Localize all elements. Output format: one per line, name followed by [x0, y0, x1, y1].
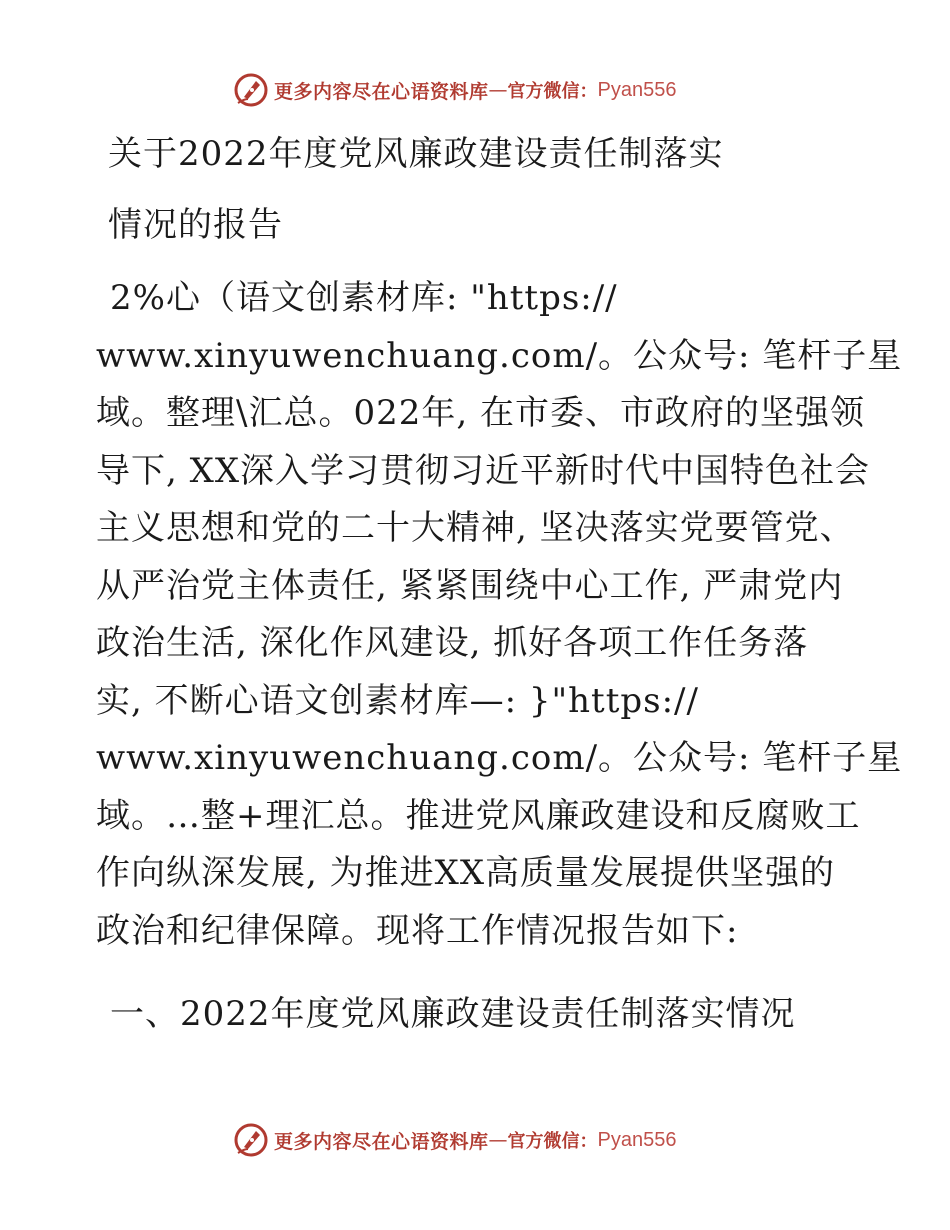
body-line: 从严治党主体责任, 紧紧围绕中心工作, 严肃党内	[96, 565, 844, 606]
banner-wechat-id: Pyan556	[597, 1128, 677, 1151]
pen-nib-logo-icon	[232, 71, 270, 109]
banner-official-label: 官方微信：	[507, 1131, 598, 1152]
footer-watermark-banner	[232, 1120, 676, 1160]
header-watermark-banner	[232, 70, 676, 110]
body-line: 导下, XX深入学习贯彻习近平新时代中国特色社会	[96, 450, 871, 491]
body-line: 政治和纪律保障。现将工作情况报告如下:	[96, 910, 739, 951]
body-line: www.xinyuwenchuang.com/。公众号: 笔杆子星	[96, 335, 903, 376]
banner-dash: —	[488, 1129, 508, 1151]
section-heading: 一、2022年度党风廉政建设责任制落实情况	[110, 994, 796, 1034]
banner-wechat-id: Pyan556	[597, 78, 677, 101]
document-title-line-2: 情况的报告	[108, 205, 283, 245]
banner-slogan: 更多内容尽在心语资料库	[274, 1130, 489, 1153]
body-line: 政治生活, 深化作风建设, 抓好各项工作任务落	[96, 623, 809, 663]
body-line: 2%心（语文创素材库: "https://	[110, 278, 618, 318]
banner-slogan: 更多内容尽在心语资料库	[274, 80, 489, 103]
banner-dash: —	[488, 79, 508, 101]
body-line: 作向纵深发展, 为推进XX高质量发展提供坚强的	[96, 853, 836, 893]
body-line: 域。整理\汇总。022年, 在市委、市政府的坚强领	[96, 393, 865, 433]
body-paragraph	[96, 270, 903, 960]
body-line: 域。…整+理汇总。推进党风廉政建设和反腐败工	[96, 795, 861, 836]
body-line: 实, 不断心语文创素材库—: }"https://	[96, 680, 699, 721]
document-title-line-1: 关于2022年度党风廉政建设责任制落实	[108, 134, 724, 174]
pen-nib-logo-icon	[232, 1121, 270, 1159]
body-line: www.xinyuwenchuang.com/。公众号: 笔杆子星	[96, 738, 903, 778]
banner-official-label: 官方微信：	[507, 81, 598, 102]
body-line: 主义思想和党的二十大精神, 坚决落实党要管党、	[96, 508, 855, 548]
